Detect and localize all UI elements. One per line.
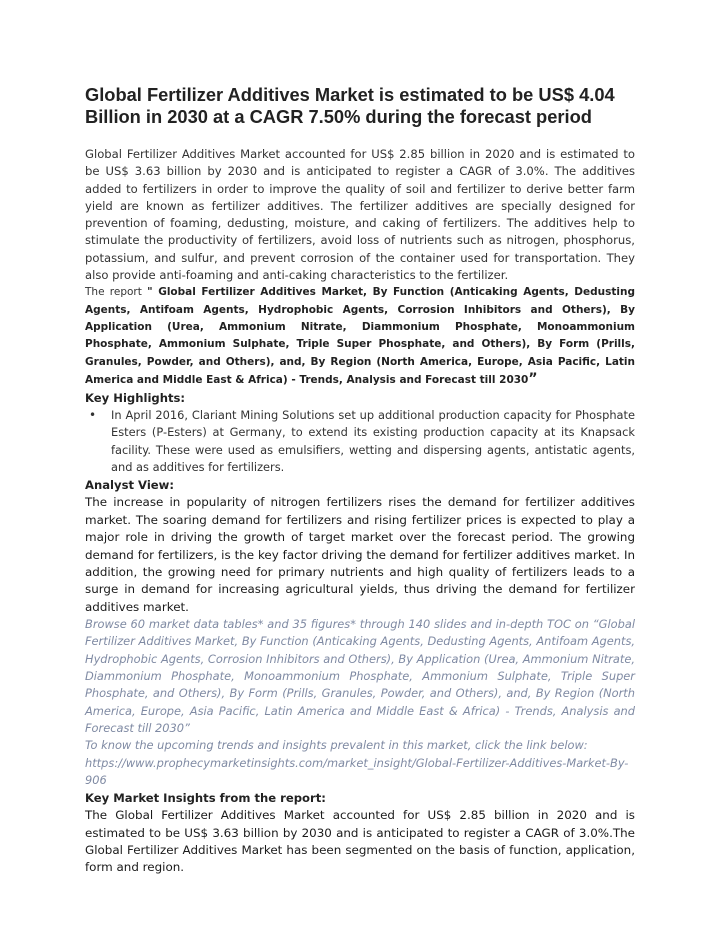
analyst-view-paragraph: The increase in popularity of nitrogen fertilizers rises the demand for fertilizer additives market. The soaring demand for fertilizers and rising fertilizer prices is expected to play a major role in driving the growth of target market over the forecast period. The growing demand for fertilizers, is the key factor driving the demand for fertilizer additives market. In addition, the growing need for primary nutrients and high quality of fertilizers leads to a surge in demand for increasing agricultural yields, thus driving the demand for fertilizer additives market. (85, 495, 635, 614)
list-item (85, 407, 635, 476)
key-insights-paragraph: The Global Fertilizer Additives Market accounted for US$ 2.85 billion in 2020 and is estimated to be US$ 3.63 billion by 2030 and is anticipated to register a CAGR of 3.0%.The Global Fertilizer Additives Market has been segmented on the basis of function, application, form and region. (85, 808, 635, 875)
document-content (85, 84, 635, 877)
report-lead: The report (85, 286, 148, 299)
report-paragraph (85, 284, 635, 389)
report-closing-quote: ” (528, 370, 538, 387)
key-insights-heading: Key Market Insights from the report: (85, 791, 326, 806)
report-link[interactable]: https://www.prophecymarketinsights.com/market_insight/Global-Fertilizer-Additives-Market-By-906 (85, 755, 629, 787)
intro-paragraph: Global Fertilizer Additives Market accounted for US$ 2.85 billion in 2020 and is estimated to be US$ 3.63 billion by 2030 and is anticipated to register a CAGR of 3.0%. The additives added to fertilizers in order to improve the quality of soil and fertilizer to derive better farm yield are known as fertilizer additives. The fertilizer additives are specially designed for prevention of foaming, dedusting, moisture, and caking of fertilizers. The additives help to stimulate the productivity of fertilizers, avoid loss of nutrients such as nitrogen, phosphorus, potassium, and sulfur, and prevent corrosion of the container used for transportation. They also provide anti-foaming and anti-caking characteristics to the fertilizer. (85, 147, 635, 283)
report-title: " Global Fertilizer Additives Market, By Function (Anticaking Agents, Dedusting Agents, Antifoam Agents, Hydrophobic Agents, Corrosion Inhibitors and Others), By Application (Urea, Ammonium Nitrate, Diammonium Phosphate, Monoammonium Phosphate, Ammonium Sulphate, Triple Super Phosphate, and Others), By Form (Prills, Granules, Powder, and Others), and, By Region (North America, Europe, Asia Pacific, Latin America and Middle East & Africa) - Trends, Analysis and Forecast till 2030 (85, 286, 635, 386)
list-item-text: In April 2016, Clariant Mining Solutions set up additional production capacity for Phosphate Esters (P-Esters) at Germany, to extend its existing production capacity at its Knapsack facility. These were used as emulsifiers, wetting and dispersing agents, antistatic agents, and as additives for fertilizers. (111, 408, 635, 475)
browse-paragraph: Browse 60 market data tables* and 35 figures* through 140 slides and in-depth TOC on “Global Fertilizer Additives Market, By Function (Anticaking Agents, Dedusting Agents, Antifoam Agents, Hydrophobic Agents, Corrosion Inhibitors and Others), By Application (Urea, Ammonium Nitrate, Diammonium Phosphate, Monoammonium Phosphate, Ammonium Sulphate, Triple Super Phosphate, and Others), By Form (Prills, Granules, Powder, and Others), and, By Region (North America, Europe, Asia Pacific, Latin America and Middle East & Africa) - Trends, Analysis and Forecast till 2030” (85, 617, 635, 735)
link-paragraph (85, 737, 635, 789)
bullet-icon: • (89, 408, 97, 423)
link-intro: To know the upcoming trends and insights prevalent in this market, click the link below: (85, 738, 588, 753)
analyst-view-heading: Analyst View: (85, 478, 175, 493)
page-title: Global Fertilizer Additives Market is estimated to be US$ 4.04 Billion in 2030 at a CAGR 7.50% during the forecast period (85, 84, 615, 127)
key-highlights-heading: Key Highlights: (85, 391, 186, 406)
key-highlights-list (85, 407, 635, 476)
